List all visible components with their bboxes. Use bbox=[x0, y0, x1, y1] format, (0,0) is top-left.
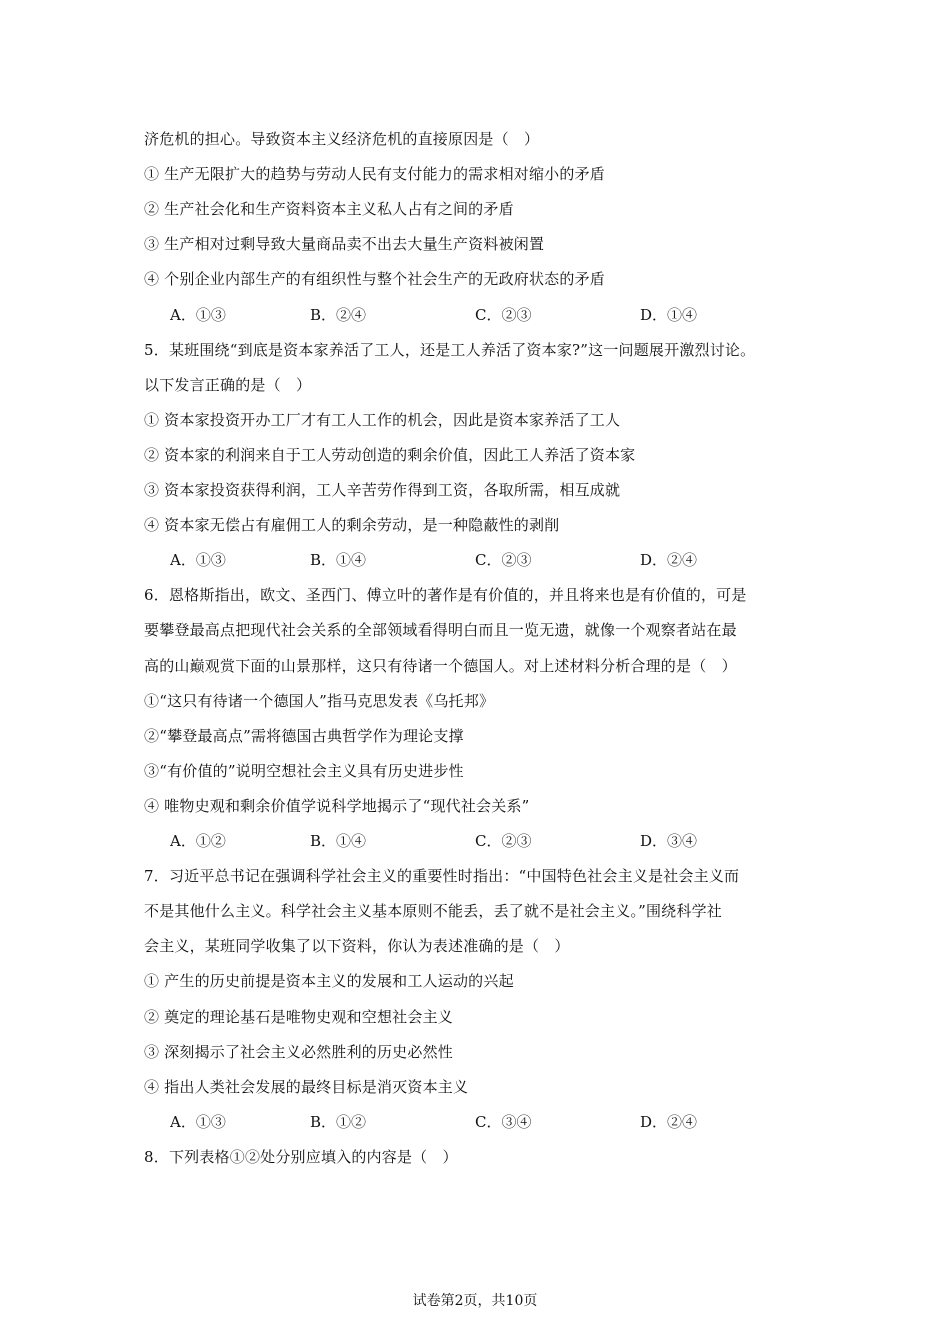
text-line: 以下发言正确的是（ ） bbox=[144, 376, 312, 394]
text-line: ① 资本家投资开办工厂才有工人工作的机会，因此是资本家养活了工人 bbox=[144, 411, 621, 429]
text-line: 要攀登最高点把现代社会关系的全部领域看得明白而且一览无遗，就像一个观察者站在最 bbox=[144, 621, 737, 639]
text-line: ③“有价值的”说明空想社会主义具有历史进步性 bbox=[144, 762, 464, 780]
answer-option: A．①③ bbox=[170, 306, 226, 324]
answer-option: C．②③ bbox=[475, 306, 532, 324]
text-line: ② 奠定的理论基石是唯物史观和空想社会主义 bbox=[144, 1008, 453, 1026]
text-line: 5．某班围绕“到底是资本家养活了工人，还是工人养活了资本家?”这一问题展开激烈讨论。 bbox=[144, 341, 756, 359]
answer-option: C．③④ bbox=[475, 1113, 532, 1131]
answer-option: A．①③ bbox=[170, 551, 226, 569]
answer-option: D．①④ bbox=[640, 306, 698, 324]
text-line: 济危机的担心。导致资本主义经济危机的直接原因是（ ） bbox=[144, 130, 540, 148]
text-line: ① 产生的历史前提是资本主义的发展和工人运动的兴起 bbox=[144, 972, 514, 990]
text-line: ② 生产社会化和生产资料资本主义私人占有之间的矛盾 bbox=[144, 200, 514, 218]
answer-option: D．②④ bbox=[640, 1113, 698, 1131]
answer-option: B．①④ bbox=[310, 832, 367, 850]
answer-option: D．②④ bbox=[640, 551, 698, 569]
text-line: ③ 资本家投资获得利润，工人辛苦劳作得到工资，各取所需，相互成就 bbox=[144, 481, 621, 499]
answer-option: B．①② bbox=[310, 1113, 367, 1131]
answer-option: B．①④ bbox=[310, 551, 367, 569]
text-line: 高的山巅观赏下面的山景那样，这只有待诸一个德国人。对上述材料分析合理的是（ ） bbox=[144, 657, 737, 675]
text-line: ②“攀登最高点”需将德国古典哲学作为理论支撑 bbox=[144, 727, 464, 745]
text-line: 6．恩格斯指出，欧文、圣西门、傅立叶的著作是有价值的，并且将来也是有价值的，可是 bbox=[144, 586, 747, 604]
page-footer: 试卷第2页，共10页 bbox=[412, 1293, 538, 1309]
text-line: ② 资本家的利润来自于工人劳动创造的剩余价值，因此工人养活了资本家 bbox=[144, 446, 636, 464]
answer-option: D．③④ bbox=[640, 832, 698, 850]
text-line: 不是其他什么主义。科学社会主义基本原则不能丢，丢了就不是社会主义。”围绕科学社 bbox=[144, 902, 722, 920]
text-line: ④ 指出人类社会发展的最终目标是消灭资本主义 bbox=[144, 1078, 469, 1096]
answer-option: C．②③ bbox=[475, 551, 532, 569]
text-line: 8．下列表格①②处分别应填入的内容是（ ） bbox=[144, 1148, 458, 1166]
text-line: 7．习近平总书记在强调科学社会主义的重要性时指出：“中国特色社会主义是社会主义而 bbox=[144, 867, 740, 885]
answer-option: B．②④ bbox=[310, 306, 367, 324]
text-line: ③ 深刻揭示了社会主义必然胜利的历史必然性 bbox=[144, 1043, 453, 1061]
text-line: ③ 生产相对过剩导致大量商品卖不出去大量生产资料被闲置 bbox=[144, 235, 545, 253]
text-line: 会主义，某班同学收集了以下资料，你认为表述准确的是（ ） bbox=[144, 937, 570, 955]
text-line: ① 生产无限扩大的趋势与劳动人民有支付能力的需求相对缩小的矛盾 bbox=[144, 165, 605, 183]
answer-option: A．①② bbox=[170, 832, 226, 850]
answer-option: A．①③ bbox=[170, 1113, 226, 1131]
answer-option: C．②③ bbox=[475, 832, 532, 850]
text-line: ④ 资本家无偿占有雇佣工人的剩余劳动，是一种隐蔽性的剥削 bbox=[144, 516, 560, 534]
text-line: ④ 唯物史观和剩余价值学说科学地揭示了“现代社会关系” bbox=[144, 797, 530, 815]
text-line: ①“这只有待诸一个德国人”指马克思发表《乌托邦》 bbox=[144, 692, 495, 710]
text-line: ④ 个别企业内部生产的有组织性与整个社会生产的无政府状态的矛盾 bbox=[144, 270, 605, 288]
